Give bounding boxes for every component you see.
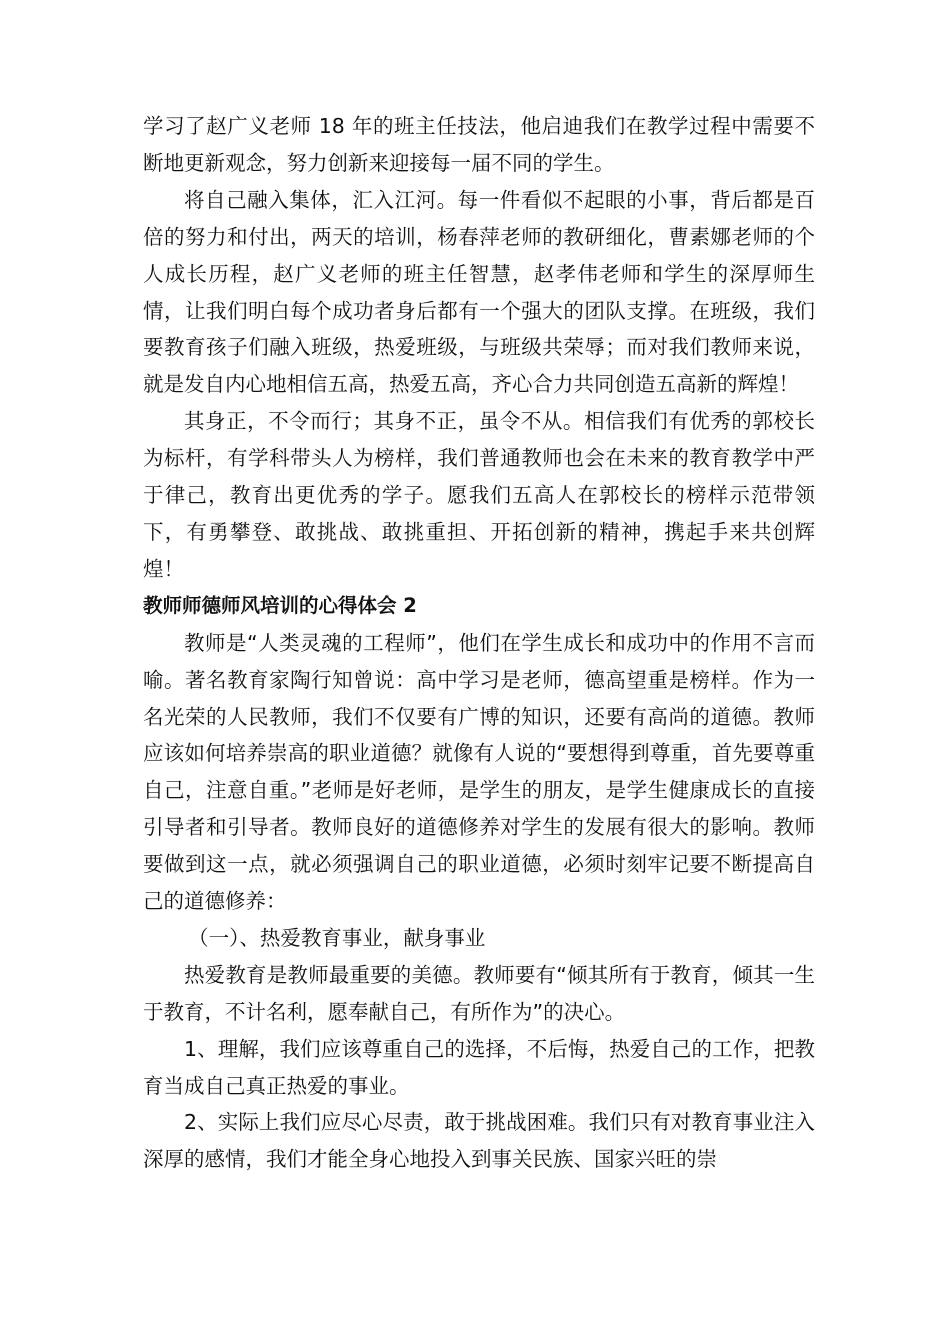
list-item: 1、理解，我们应该尊重自己的选择，不后悔，热爱自己的工作，把教育当成自己真正热爱的事业。	[143, 1036, 815, 1098]
body-paragraph: 教师是“人类灵魂的工程师”，他们在学生成长和成功中的作用不言而喻。著名教育家陶行知曾说：高中学习是老师，德高望重是榜样。作为一名光荣的人民教师，我们不仅要有广博的知识，还要有高尚的道德。教师应该如何培养崇高的职业道德？就像有人说的“要想得到尊重，首先要尊重自己，注意自重。”老师是好老师，是学生的朋友，是学生健康成长的直接引导者和引导者。教师良好的道德修养对学生的发展有很大的影响。教师要做到这一点，就必须强调自己的职业道德，必须时刻牢记要不断提高自己的道德修养：	[143, 630, 815, 914]
body-paragraph: 其身正，不令而行；其身不正，虽令不从。相信我们有优秀的郭校长为标杆，有学科带头人为榜样，我们普通教师也会在未来的教育教学中严于律己，教育出更优秀的学子。愿我们五高人在郭校长的榜样示范带领下，有勇攀登、敢挑战、敢挑重担、开拓创新的精神，携起手来共创辉煌！	[143, 409, 815, 581]
subsection-heading: （一）、热爱教育事业，献身事业	[188, 925, 486, 950]
body-paragraph: 热爱教育是教师最重要的美德。教师要有“倾其所有于教育，倾其一生于教育，不计名利，愿奉献自己，有所作为”的决心。	[143, 962, 815, 1024]
body-paragraph: 学习了赵广义老师 18 年的班主任技法，他启迪我们在教学过程中需要不断地更新观念，努力创新来迎接每一届不同的学生。	[143, 114, 815, 175]
list-item: 2、实际上我们应尽心尽责，敢于挑战困难。我们只有对教育事业注入深厚的感情，我们才能全身心地投入到事关民族、国家兴旺的崇	[143, 1110, 815, 1172]
body-paragraph: 将自己融入集体，汇入江河。每一件看似不起眼的小事，背后都是百倍的努力和付出，两天的培训，杨春萍老师的教研细化，曹素娜老师的个人成长历程，赵广义老师的班主任智慧，赵孝伟老师和学生的深厚师生情，让我们明白每个成功者身后都有一个强大的团队支撑。在班级，我们要教育孩子们融入班级，热爱班级，与班级共荣辱；而对我们教师来说，就是发自内心地相信五高，热爱五高，齐心合力共同创造五高新的辉煌！	[143, 187, 815, 397]
section-heading: 教师师德师风培训的心得体会 2	[143, 593, 417, 617]
document-page	[143, 108, 815, 1178]
